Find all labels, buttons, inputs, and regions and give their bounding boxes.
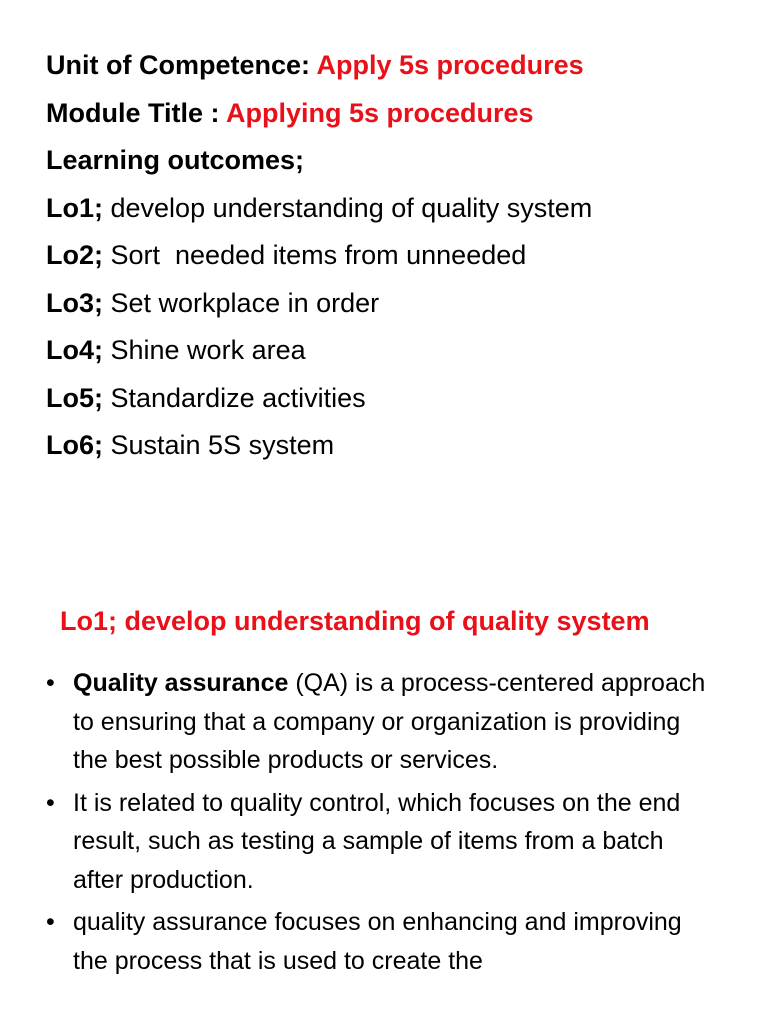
unit-of-competence-line <box>46 42 746 90</box>
outcome-item-lo3 <box>46 280 746 328</box>
module-title-value: Applying 5s procedures <box>226 97 534 128</box>
bullet-bold-term: Quality assurance <box>73 669 289 697</box>
outcome-item-lo1 <box>46 185 746 233</box>
bullet-text: It is related to quality control, which focuses on the end result, such as testing a sample of items from a batch after production. <box>73 788 681 894</box>
outcome-code: Lo6; <box>46 430 103 460</box>
bullet-icon: • <box>46 788 55 817</box>
outcome-item-lo6 <box>46 422 746 470</box>
bullet-item <box>46 664 706 780</box>
outcome-text: Standardize activities <box>103 382 366 413</box>
slide-title: Lo1; develop understanding of quality system <box>60 606 650 636</box>
outcome-code: Lo5; <box>46 382 103 413</box>
outcome-item-lo2 <box>46 232 746 280</box>
bullet-item <box>46 903 706 980</box>
outcome-code: Lo4; <box>46 335 103 365</box>
outcome-text: Sort needed items from unneeded <box>103 240 527 270</box>
outcome-code: Lo2; <box>46 240 103 270</box>
bullet-text: (QA) is a process-centered approach to ensuring that a company or organization is providing the best possible products or services. <box>73 669 706 774</box>
bullet-icon: • <box>46 669 55 697</box>
bullet-list <box>46 664 706 984</box>
outcome-text: Shine work area <box>103 335 306 365</box>
module-title-label: Module Title : <box>46 97 226 128</box>
outcome-text: Sustain 5S system <box>103 430 335 460</box>
outcome-text: develop understanding of quality system <box>103 192 593 223</box>
outcome-code: Lo1; <box>46 192 103 223</box>
slide-learning-outcomes <box>46 42 746 470</box>
outcome-item-lo5 <box>46 375 746 423</box>
unit-of-competence-value: Apply 5s procedures <box>316 50 584 80</box>
outcome-text: Set workplace in order <box>103 287 380 318</box>
outcome-code: Lo3; <box>46 287 103 318</box>
bullet-text: quality assurance focuses on enhancing and improving the process that is used to create the <box>73 908 682 975</box>
outcome-item-lo4 <box>46 327 746 375</box>
unit-of-competence-label: Unit of Competence: <box>46 50 317 80</box>
bullet-item <box>46 784 706 900</box>
learning-outcomes-heading: Learning outcomes; <box>46 145 305 175</box>
bullet-icon: • <box>46 908 55 936</box>
module-title-line <box>46 90 746 138</box>
